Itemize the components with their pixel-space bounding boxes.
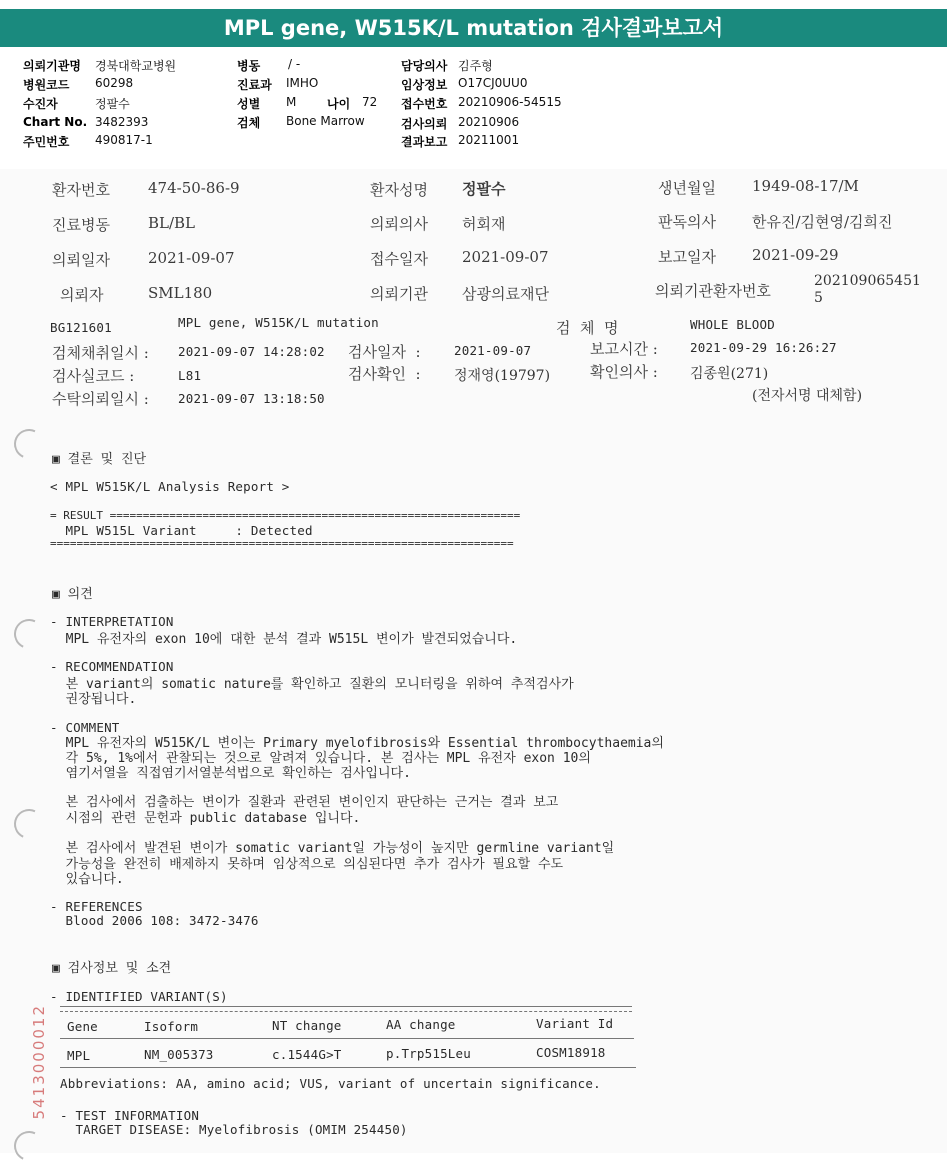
esign-note: (전자서명 대체함) bbox=[752, 388, 863, 404]
comment-text: 각 5%, 1%에서 관찰되는 것으로 알려져 있습니다. 본 검사는 MPL 유전자 exon 10의 bbox=[50, 751, 591, 766]
table-header: NT change bbox=[272, 1018, 342, 1033]
table-cell: COSM18918 bbox=[536, 1045, 606, 1060]
info-label: 판독의사 bbox=[658, 213, 716, 231]
lab-label: 검체채취일시 : bbox=[52, 344, 149, 362]
info-label: 의뢰기관 bbox=[370, 285, 428, 303]
info-label: 환자번호 bbox=[52, 181, 110, 199]
comment-text: 본 검사에서 검출하는 변이가 질환과 관련된 변이인지 판단하는 근거는 결과 보고 bbox=[50, 795, 559, 810]
lab-value: L81 bbox=[178, 368, 202, 383]
lab-value: 2021-09-07 bbox=[454, 343, 532, 358]
info-label: 접수일자 bbox=[370, 250, 428, 268]
abbreviations: Abbreviations: AA, amino acid; VUS, variant of uncertain significance. bbox=[60, 1076, 601, 1091]
section-header-testinfo: ▣ 검사정보 및 소견 bbox=[52, 961, 172, 976]
comment-text: 가능성을 완전히 배제하지 못하며 임상적으로 의심된다면 추가 검사가 필요할 수도 bbox=[50, 857, 564, 872]
punch-hole bbox=[10, 805, 48, 843]
header-value: 김주형 bbox=[458, 59, 493, 73]
header-label: 병동 bbox=[237, 59, 261, 73]
table-header: Isoform bbox=[144, 1019, 199, 1034]
header-value: / - bbox=[288, 57, 301, 71]
info-value: 정팔수 bbox=[462, 180, 506, 198]
table-rule bbox=[60, 1067, 636, 1068]
table-rule bbox=[60, 1011, 632, 1012]
header-value: 60298 bbox=[95, 76, 134, 90]
header-label: 진료과 bbox=[237, 78, 272, 92]
header-label: 검체 bbox=[237, 116, 261, 130]
table-header: Gene bbox=[67, 1019, 98, 1034]
scanned-report bbox=[0, 169, 947, 1153]
info-value: SML180 bbox=[148, 284, 213, 302]
header-label: 결과보고 bbox=[401, 135, 448, 149]
table-rule bbox=[60, 1038, 634, 1039]
comment-text: 본 검사에서 발견된 변이가 somatic variant일 가능성이 높지만 germline variant일 bbox=[50, 841, 615, 856]
identified-head: - IDENTIFIED VARIANT(S) bbox=[50, 989, 228, 1004]
header-value: 20211001 bbox=[458, 133, 520, 147]
lab-label: 검사확인 : bbox=[348, 365, 421, 383]
table-cell: NM_005373 bbox=[144, 1047, 214, 1062]
section-header-opinion: ▣ 의견 bbox=[52, 587, 93, 602]
comment-text: 있습니다. bbox=[50, 872, 124, 887]
info-value: 삼광의료재단 bbox=[462, 285, 549, 303]
report-header bbox=[0, 47, 947, 170]
header-label: 담당의사 bbox=[401, 59, 448, 73]
lab-value: 김종원(271) bbox=[690, 366, 769, 382]
section-header-conclusion: ▣ 결론 및 진단 bbox=[52, 452, 147, 467]
header-label: 주민번호 bbox=[23, 135, 70, 149]
header-label: 임상정보 bbox=[401, 78, 448, 92]
table-rule bbox=[60, 1006, 632, 1007]
info-label: 진료병동 bbox=[52, 216, 110, 234]
test-info-head: - TEST INFORMATION bbox=[60, 1108, 200, 1123]
header-label: 성별 bbox=[237, 97, 261, 111]
header-label: 수진자 bbox=[23, 97, 58, 111]
info-value: 474-50-86-9 bbox=[148, 179, 240, 197]
header-value: 490817-1 bbox=[95, 133, 153, 147]
info-value: 202109065451 bbox=[814, 273, 921, 289]
report-title: MPL gene, W515K/L mutation 검사결과보고서 bbox=[0, 9, 947, 47]
info-value: BL/BL bbox=[148, 214, 196, 232]
lab-label: 보고시간 : bbox=[590, 340, 658, 358]
lab-value: 정재영(19797) bbox=[454, 368, 551, 384]
header-label: 병원코드 bbox=[23, 78, 70, 92]
info-value: 2021-09-29 bbox=[752, 246, 839, 264]
comment-text: MPL 유전자의 W515K/L 변이는 Primary myelofibrosis와 Essential thrombocythaemia의 bbox=[50, 736, 664, 751]
info-value: 한유진/김현영/김희진 bbox=[752, 213, 893, 231]
lab-label: 검사일자 : bbox=[348, 343, 421, 361]
interpretation-head: - INTERPRETATION bbox=[50, 614, 174, 629]
lab-label: 검 체 명 bbox=[556, 319, 619, 337]
references-text: Blood 2006 108: 3472-3476 bbox=[50, 913, 259, 928]
info-label: 의뢰자 bbox=[60, 286, 104, 304]
info-value: 5 bbox=[814, 290, 823, 306]
lab-label: 수탁의뢰일시 : bbox=[52, 390, 149, 408]
lab-test-name: MPL gene, W515K/L mutation bbox=[178, 315, 379, 330]
comment-text: 시점의 관련 문헌과 public database 입니다. bbox=[50, 811, 361, 826]
lab-value: WHOLE BLOOD bbox=[690, 317, 775, 332]
table-cell: p.Trp515Leu bbox=[386, 1046, 471, 1061]
result-line: = RESULT ============================================================== bbox=[50, 509, 521, 522]
header-value: 경북대학교병원 bbox=[95, 59, 177, 73]
info-value: 2021-09-07 bbox=[462, 248, 549, 266]
info-label: 환자성명 bbox=[370, 181, 428, 199]
lab-code: BG121601 bbox=[50, 320, 112, 335]
recommendation-text: 본 variant의 somatic nature를 확인하고 질환의 모니터링을 위하여 추적검사가 bbox=[50, 677, 574, 692]
info-value: 허회재 bbox=[462, 215, 506, 233]
header-value: IMHO bbox=[286, 76, 319, 90]
header-label: Chart No. bbox=[23, 115, 88, 129]
header-value: M bbox=[286, 95, 297, 109]
table-cell: c.1544G>T bbox=[272, 1047, 342, 1062]
info-label: 의뢰일자 bbox=[52, 251, 110, 269]
comment-text: 염기서열을 직접염기서열분석법으로 확인하는 검사입니다. bbox=[50, 766, 411, 781]
lab-label: 확인의사 : bbox=[590, 363, 658, 381]
header-value: 3482393 bbox=[95, 115, 149, 129]
punch-hole bbox=[10, 615, 48, 653]
header-value: 72 bbox=[362, 95, 378, 109]
target-disease: TARGET DISEASE: Myelofibrosis (OMIM 254450) bbox=[60, 1122, 408, 1137]
punch-hole bbox=[10, 1127, 48, 1165]
table-cell: MPL bbox=[67, 1048, 91, 1063]
info-value: 1949-08-17/M bbox=[752, 177, 859, 195]
header-value: Bone Marrow bbox=[286, 114, 365, 128]
table-header: Variant Id bbox=[536, 1016, 614, 1031]
info-label: 의뢰기관환자번호 bbox=[655, 282, 771, 300]
header-label: 의뢰기관명 bbox=[23, 59, 81, 73]
barcode-stamp: 5413000012 bbox=[30, 1004, 48, 1120]
lab-value: 2021-09-07 13:18:50 bbox=[178, 391, 325, 406]
info-label: 생년월일 bbox=[658, 179, 716, 197]
interpretation-text: MPL 유전자의 exon 10에 대한 분석 결과 W515L 변이가 발견되었습니다. bbox=[50, 632, 518, 647]
lab-value: 2021-09-29 16:26:27 bbox=[690, 340, 837, 355]
recommendation-text: 권장됩니다. bbox=[50, 692, 137, 707]
references-head: - REFERENCES bbox=[50, 899, 143, 914]
info-value: 2021-09-07 bbox=[148, 249, 235, 267]
header-label: 검사의뢰 bbox=[401, 117, 448, 131]
comment-head: - COMMENT bbox=[50, 720, 120, 735]
header-label: 나이 bbox=[327, 97, 351, 111]
header-value: 20210906 bbox=[458, 115, 520, 129]
result-end: ====================================================================== bbox=[50, 537, 514, 550]
result-variant: MPL W515L Variant : Detected bbox=[50, 523, 313, 538]
header-value: 20210906-54515 bbox=[458, 95, 562, 109]
header-label: 접수번호 bbox=[401, 97, 448, 111]
info-label: 보고일자 bbox=[658, 248, 716, 266]
lab-value: 2021-09-07 14:28:02 bbox=[178, 344, 325, 359]
header-value: 정팔수 bbox=[95, 97, 130, 111]
table-header: AA change bbox=[386, 1017, 456, 1032]
report-subtitle: < MPL W515K/L Analysis Report > bbox=[50, 479, 290, 494]
lab-label: 검사실코드 : bbox=[52, 367, 135, 385]
info-label: 의뢰의사 bbox=[370, 215, 428, 233]
header-value: O17CJ0UU0 bbox=[458, 76, 528, 90]
punch-hole bbox=[10, 425, 48, 463]
recommendation-head: - RECOMMENDATION bbox=[50, 659, 174, 674]
